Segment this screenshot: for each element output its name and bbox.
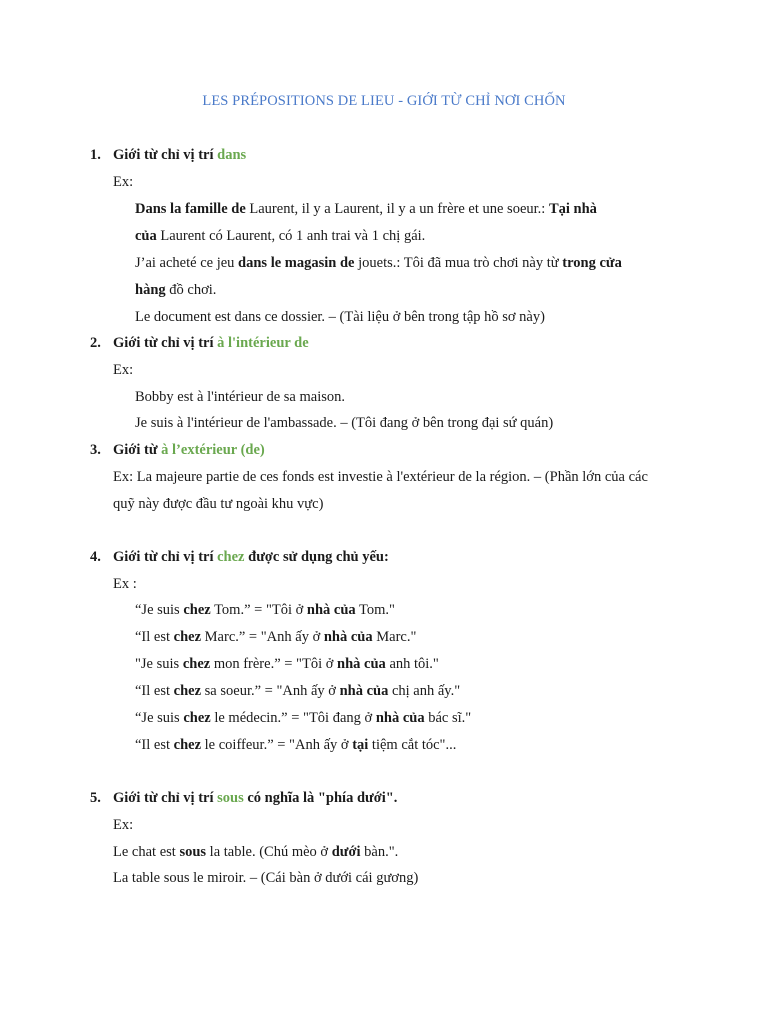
text-run: Tom." xyxy=(355,602,395,618)
section-2-line-1 xyxy=(113,362,133,379)
heading-run: có nghĩa là "phía dưới". xyxy=(243,790,398,806)
text-run: Ex: xyxy=(113,174,134,190)
text-run: chez xyxy=(182,656,211,672)
text-run: chez xyxy=(173,683,202,699)
text-run: dans le magasin de xyxy=(238,255,355,271)
section-3-line-2 xyxy=(113,496,323,513)
text-run: Le document est dans ce dossier. – (Tài liệu ở bên trong tập hồ sơ này) xyxy=(135,309,545,325)
heading-run: được sử dụng chủ yếu: xyxy=(244,549,389,565)
text-run: quỹ này được đầu tư ngoài khu vực) xyxy=(113,496,324,512)
text-run: chez xyxy=(183,602,211,618)
section-number: 5. xyxy=(90,790,101,806)
section-1-heading xyxy=(90,147,246,164)
text-run: “Il est xyxy=(135,683,174,699)
text-run: chez xyxy=(183,710,211,726)
section-4-line-7 xyxy=(135,737,456,754)
text-run: bàn.". xyxy=(360,844,399,860)
text-run: le coiffeur.” = "Anh ấy ở xyxy=(201,737,353,753)
text-run: "Je suis xyxy=(135,656,183,672)
section-4-line-3 xyxy=(135,629,416,646)
text-run: Ex: La majeure partie de ces fonds est investie à l'extérieur de la région. – (Phần lớn của các xyxy=(113,469,648,485)
text-run: Dans la famille de xyxy=(135,201,246,217)
text-run: Tại nhà xyxy=(548,201,597,217)
text-run: la table. (Chú mèo ở xyxy=(206,844,332,860)
text-run: Le chat est xyxy=(113,844,180,860)
section-number: 1. xyxy=(90,147,101,163)
text-run: đồ chơi. xyxy=(165,282,217,298)
text-run: Je suis à l'intérieur de l'ambassade. – (Tôi đang ở bên trong đại sứ quán) xyxy=(135,415,554,431)
section-1-line-1 xyxy=(113,174,133,191)
section-2-line-3 xyxy=(135,415,553,432)
text-run: sa soeur.” = "Anh ấy ở xyxy=(201,683,340,699)
heading-run: à l'intérieur de xyxy=(217,335,309,351)
section-4-heading xyxy=(90,549,389,566)
text-run: Bobby est à l'intérieur de sa maison. xyxy=(135,389,345,405)
text-run: sous xyxy=(179,844,207,860)
text-run: “Il est xyxy=(135,629,174,645)
text-run: nhà của xyxy=(339,683,389,699)
section-1-line-6 xyxy=(135,309,545,326)
text-run: nhà của xyxy=(375,710,425,726)
heading-run: Giới từ xyxy=(113,442,162,458)
section-1-line-4 xyxy=(135,255,622,272)
text-run: Tom.” = "Tôi ở xyxy=(210,602,307,618)
text-run: Marc." xyxy=(372,629,417,645)
text-run: J’ai acheté ce jeu xyxy=(135,255,239,271)
text-run: Ex: xyxy=(113,362,134,378)
text-run: “Je suis xyxy=(135,710,184,726)
heading-run: Giới từ chỉ vị trí xyxy=(113,147,218,163)
text-run: dưới xyxy=(331,844,361,860)
section-5-line-3 xyxy=(113,870,418,887)
text-run: Ex: xyxy=(113,817,134,833)
text-run: Laurent, il y a Laurent, il y a un frère et une soeur.: xyxy=(245,201,549,217)
page-title: LES PRÉPOSITIONS DE LIEU - GIỚI TỪ CHỈ NƠI CHỐN xyxy=(202,93,566,109)
text-run: nhà của xyxy=(306,602,356,618)
text-run: của xyxy=(135,228,157,244)
heading-run: à l’extérieur (de) xyxy=(161,442,265,458)
section-5-heading xyxy=(90,790,397,807)
text-run: mon frère.” = "Tôi ở xyxy=(210,656,338,672)
section-4-line-2 xyxy=(135,602,395,619)
text-run: jouets.: Tôi đã mua trò chơi này từ xyxy=(354,255,563,271)
text-run: tiệm cắt tóc"... xyxy=(368,737,457,753)
heading-run: chez xyxy=(217,549,245,565)
text-run: nhà của xyxy=(337,656,386,672)
section-3-line-1 xyxy=(113,469,648,486)
text-run: Laurent có Laurent, có 1 anh trai và 1 chị gái. xyxy=(156,228,426,244)
text-run: tại xyxy=(352,737,369,753)
text-run: “Je suis xyxy=(135,602,184,618)
text-run: nhà của xyxy=(323,629,373,645)
text-run: le médecin.” = "Tôi đang ở xyxy=(210,710,376,726)
text-run: bác sĩ." xyxy=(424,710,472,726)
section-2-heading xyxy=(90,335,309,352)
section-number: 4. xyxy=(90,549,101,565)
section-2-line-2 xyxy=(135,389,345,406)
heading-run: dans xyxy=(217,147,247,163)
section-4-line-1 xyxy=(113,576,137,593)
section-4-line-4 xyxy=(135,656,439,673)
section-3-heading xyxy=(90,442,265,459)
text-run: La table sous le miroir. – (Cái bàn ở dưới cái gương) xyxy=(113,870,419,886)
text-run: chị anh ấy." xyxy=(388,683,461,699)
section-4-line-6 xyxy=(135,710,471,727)
section-1-line-5 xyxy=(135,282,216,299)
section-5-line-2 xyxy=(113,844,398,861)
heading-run: Giới từ chỉ vị trí xyxy=(113,549,218,565)
text-run: “Il est xyxy=(135,737,174,753)
section-1-line-3 xyxy=(135,228,425,245)
text-run: Marc.” = "Anh ấy ở xyxy=(201,629,324,645)
heading-run: sous xyxy=(217,790,244,806)
heading-run: Giới từ chỉ vị trí xyxy=(113,790,218,806)
heading-run: Giới từ chỉ vị trí xyxy=(113,335,218,351)
text-run: Ex : xyxy=(113,576,137,592)
text-run: chez xyxy=(173,737,202,753)
text-run: chez xyxy=(173,629,202,645)
section-4-line-5 xyxy=(135,683,460,700)
text-run: trong cửa xyxy=(562,255,622,271)
section-1-line-2 xyxy=(135,201,597,218)
section-5-line-1 xyxy=(113,817,133,834)
text-run: hàng xyxy=(135,282,166,298)
section-number: 2. xyxy=(90,335,101,351)
text-run: anh tôi." xyxy=(385,656,439,672)
section-number: 3. xyxy=(90,442,101,458)
